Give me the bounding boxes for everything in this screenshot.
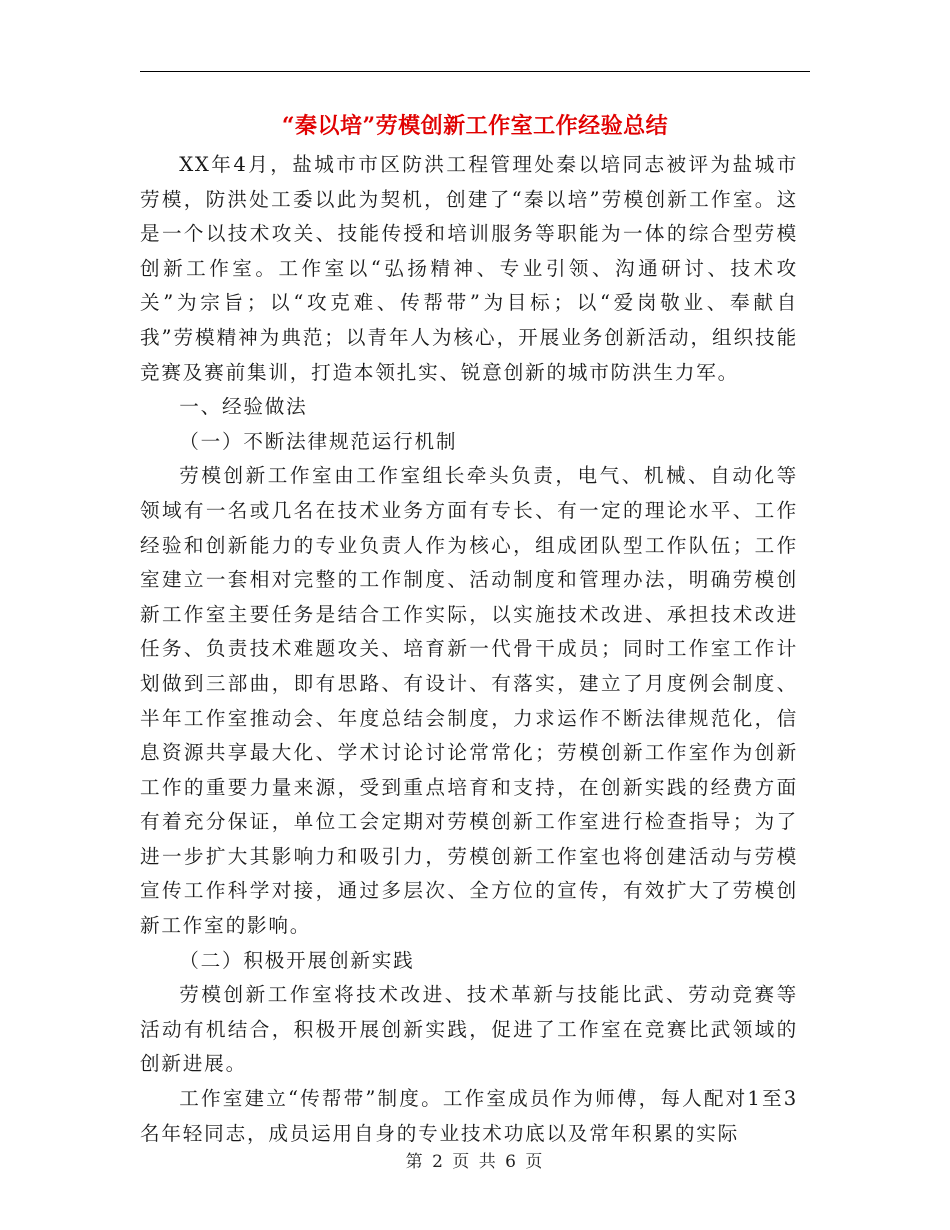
subsection-heading-1: （一）不断法律规范运行机制 [179,429,458,453]
paragraph-mentoring: 工作室建立“传帮带”制度。工作室成员作为师傅，每人配对1至3名年轻同志，成员运用自身的专业技术功底以及常年积累的实际 [140,1087,798,1145]
section-heading-experience: 一、经验做法 [179,395,308,419]
document-title: “秦以培”劳模创新工作室工作经验总结 [281,113,669,139]
page-footer: 第 2 页 共 6 页 [405,1152,545,1172]
paragraph-mechanism: 劳模创新工作室由工作室组长牵头负责，电气、机械、自动化等领域有一名或几名在技术业务方面有专长、有一定的理论水平、工作经验和创新能力的专业负责人作为核心，组成团队型工作队伍；工作室建立一套相对完整的工作制度、活动制度和管理办法，明确劳模创新工作室主要任务是结合工作实际，以实施技术改进、承担技术改进任务、负责技术难题攻关、培育新一代骨干成员；同时工作室工作计划做到三部曲，即有思路、有设计、有落实，建立了月度例会制度、半年工作室推动会、年度总结会制度，力求运作不断法律规范化，信息资源共享最大化、学术讨论讨论常常化；劳模创新工作室作为创新工作的重要力量来源，受到重点培育和支持，在创新实践的经费方面有着充分保证，单位工会定期对劳模创新工作室进行检查指导；为了进一步扩大其影响力和吸引力，劳模创新工作室也将创建活动与劳模宣传工作科学对接，通过多层次、全方位的宣传，有效扩大了劳模创新工作室的影响。 [140,464,798,938]
subsection-heading-2: （二）积极开展创新实践 [179,948,415,972]
paragraph-innovation: 劳模创新工作室将技术改进、技术革新与技能比武、劳动竞赛等活动有机结合，积极开展创新实践，促进了工作室在竞赛比武领域的创新进展。 [140,983,798,1076]
header-rule [140,71,810,72]
document-body [140,148,798,1151]
paragraph-intro: XX年4月，盐城市市区防洪工程管理处秦以培同志被评为盐城市劳模，防洪处工委以此为契机，创建了“秦以培”劳模创新工作室。这是一个以技术攻关、技能传授和培训服务等职能为一体的综合型劳模创新工作室。工作室以“弘扬精神、专业引领、沟通研讨、技术攻关”为宗旨；以“攻克难、传帮带”为目标；以“爱岗敬业、奉献自我”劳模精神为典范；以青年人为核心，开展业务创新活动，组织技能竞赛及赛前集训，打造本领扎实、锐意创新的城市防洪生力军。 [140,153,798,384]
